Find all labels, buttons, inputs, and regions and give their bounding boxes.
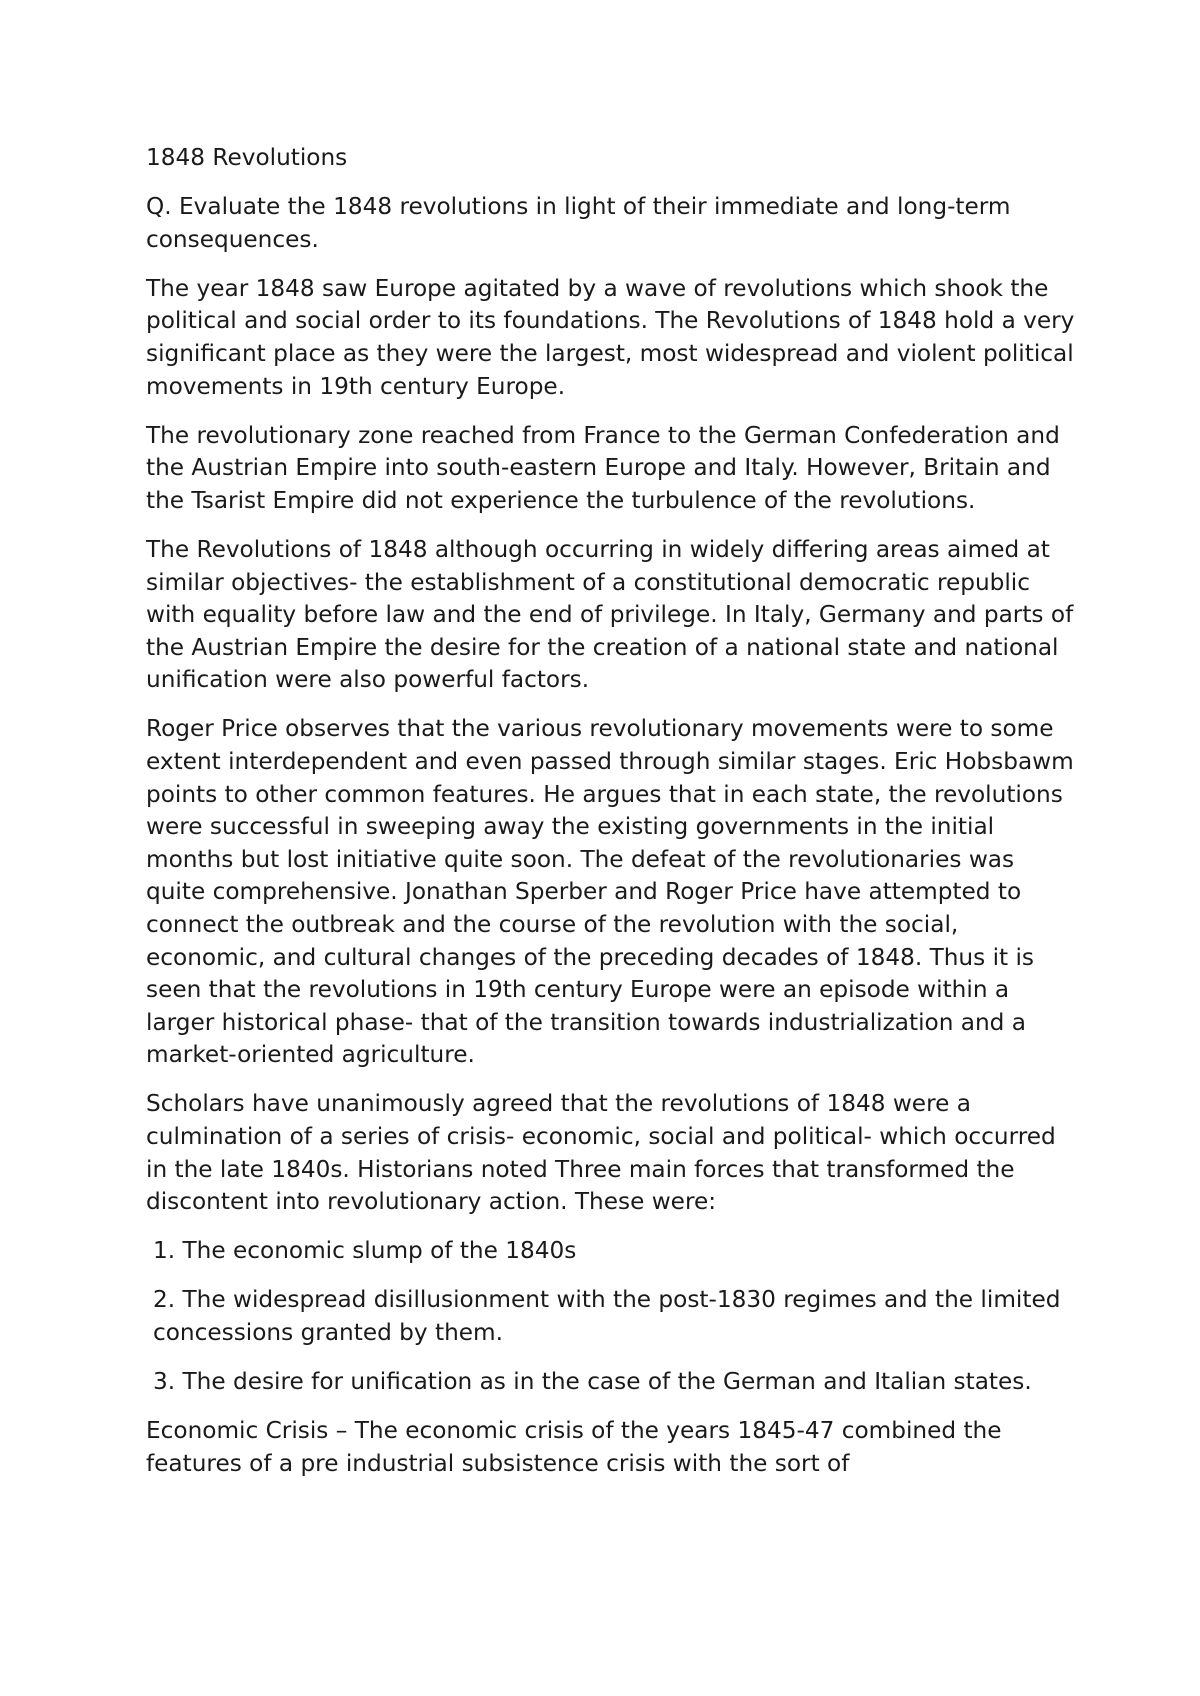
- document-title: 1848 Revolutions: [146, 144, 348, 171]
- body-paragraph: The revolutionary zone reached from France to the German Confederation and the Austrian Empire into south-eastern Europe and Italy. However, Britain and the Tsarist Empire did not experience the turbulence of the revolutions.: [146, 421, 1060, 514]
- closing-paragraph: Economic Crisis – The economic crisis of the years 1845-47 combined the features of a pre industrial subsistence crisis with the sort of: [146, 1417, 1002, 1477]
- body-paragraph: Scholars have unanimously agreed that the revolutions of 1848 were a culmination of a series of crisis- economic, social and political- which occurred in the late 1840s. Historians noted Three main forces that transformed the discontent into revolutionary action. These were:: [146, 1090, 1056, 1216]
- body-paragraph: The year 1848 saw Europe agitated by a wave of revolutions which shook the political and social order to its foundations. The Revolutions of 1848 hold a very significant place as they were the largest, most widespread and violent political movements in 19th century Europe.: [146, 274, 1075, 400]
- essay-question: Q. Evaluate the 1848 revolutions in light of their immediate and long-term consequences.: [146, 193, 1011, 253]
- body-paragraph: The Revolutions of 1848 although occurring in widely differing areas aimed at similar objectives- the establishment of a constitutional democratic republic with equality before law and the end of privilege. In Italy, Germany and parts of the Austrian Empire the desire for the creation of a national state and national unification were also powerful factors.: [146, 535, 1074, 694]
- list-item: 1. The economic slump of the 1840s: [153, 1237, 577, 1265]
- body-paragraph: Roger Price observes that the various revolutionary movements were to some extent interdependent and even passed through similar stages. Eric Hobsbawm points to other common features. He argues that in each state, the revolutions were successful in sweeping away the existing governments in the initial months but lost initiative quite soon. The defeat of the revolutionaries was quite comprehensive. Jonathan Sperber and Roger Price have attempted to connect the outbreak and the course of the revolution with the social, economic, and cultural changes of the preceding decades of 1848. Thus it is seen that the revolutions in 19th century Europe were an episode within a larger historical phase- that of the transition towards industrialization and a market-oriented agriculture.: [146, 715, 1074, 1069]
- list-item: 2. The widespread disillusionment with the post-1830 regimes and the limited concessions granted by them.: [153, 1286, 1061, 1346]
- list-item: 3. The desire for unification as in the case of the German and Italian states.: [153, 1368, 1032, 1396]
- document-body: [146, 142, 1076, 1497]
